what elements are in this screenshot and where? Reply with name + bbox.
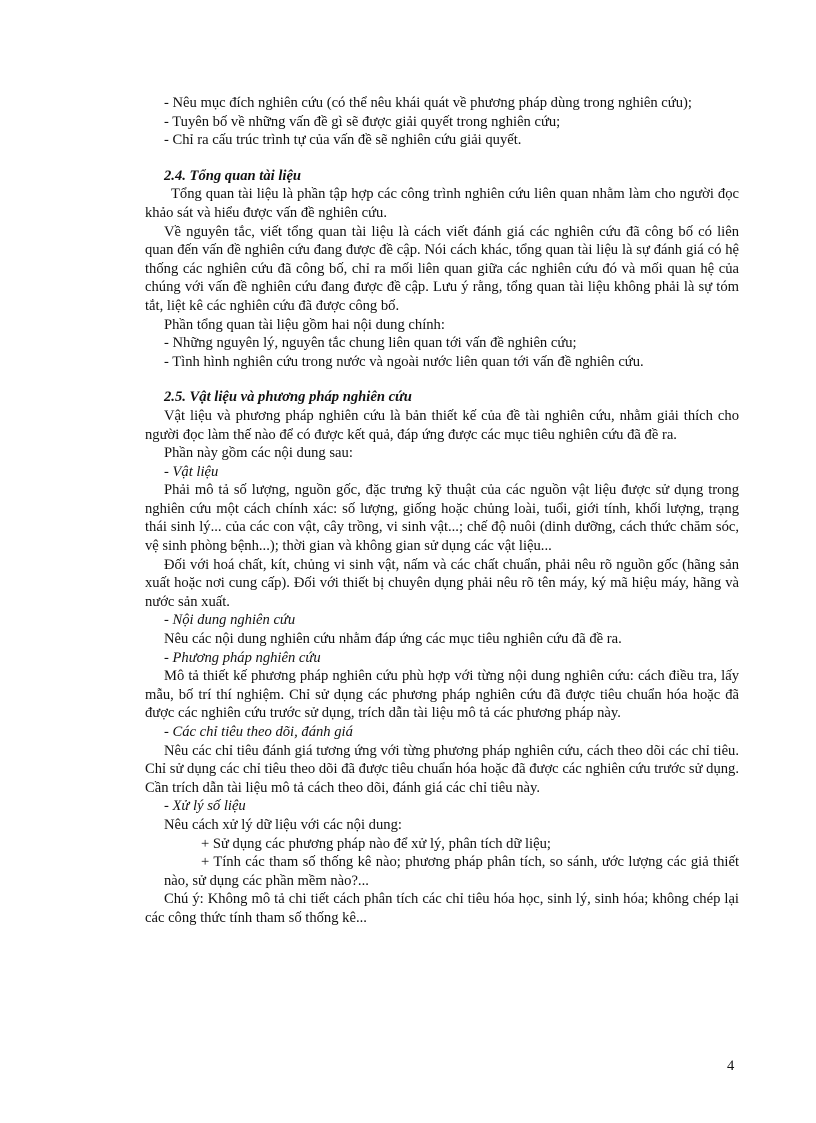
intro-bullet-structure: - Chỉ ra cấu trúc trình tự của vấn đề sẽ nghiên cứu giải quyết. bbox=[164, 132, 522, 149]
paragraph: Tổng quan tài liệu là phần tập hợp các công trình nghiên cứu liên quan nhằm làm cho người đọc khảo sát và hiểu được vấn đề nghiên cứu. bbox=[145, 186, 739, 221]
paragraph: Đối với hoá chất, kít, chủng vi sinh vật, nấm và các chất chuẩn, phải nêu rõ nguồn gốc (hãng sản xuất hoặc nơi cung cấp). Đối với thiết bị chuyên dụng phải nêu rõ tên máy, ký mã hiệu máy, hãng và nước sản xuất. bbox=[145, 556, 739, 610]
list-item: - Những nguyên lý, nguyên tắc chung liên quan tới vấn đề nghiên cứu; bbox=[164, 335, 577, 352]
paragraph: Nêu các nội dung nghiên cứu nhằm đáp ứng các mục tiêu nghiên cứu đã đề ra. bbox=[164, 631, 622, 648]
section-heading-2-5: 2.5. Vật liệu và phương pháp nghiên cứu bbox=[164, 389, 412, 406]
note-paragraph: Chú ý: Không mô tả chi tiết cách phân tích các chỉ tiêu hóa học, sinh lý, sinh hóa; không chép lại các công thức tính tham số thống kê... bbox=[145, 891, 739, 926]
intro-bullet-purpose: - Nêu mục đích nghiên cứu (có thể nêu khái quát về phương pháp dùng trong nghiên cứu); bbox=[164, 95, 692, 111]
subheading-data-processing: - Xử lý số liệu bbox=[164, 798, 246, 815]
spacer bbox=[145, 371, 739, 388]
paragraph: Nêu cách xử lý dữ liệu với các nội dung: bbox=[164, 816, 402, 833]
subheading-method: - Phương pháp nghiên cứu bbox=[164, 649, 321, 666]
list-item: - Tình hình nghiên cứu trong nước và ngoài nước liên quan tới vấn đề nghiên cứu. bbox=[164, 353, 644, 370]
subheading-indicators: - Các chỉ tiêu theo dõi, đánh giá bbox=[164, 724, 353, 740]
paragraph: Phải mô tả số lượng, nguồn gốc, đặc trưng kỹ thuật của các nguồn vật liệu được sử dụng trong nghiên cứu một cách chính xác: số lượng, giống hoặc chủng loài, tuổi, giới tính, khối lượng, trạng thái sinh lý... của các con vật, cây trồng, vi sinh vật...; chế độ nuôi (dinh dưỡng, cách thức chăm sóc, vệ sinh phòng bệnh...); thời gian và không gian sử dụng các vật liệu... bbox=[145, 482, 739, 555]
page-number: 4 bbox=[727, 1058, 735, 1074]
paragraph: Nêu các chỉ tiêu đánh giá tương ứng với từng phương pháp nghiên cứu, cách theo dõi các chỉ tiêu. Chỉ sử dụng các chỉ tiêu theo dõi đã được tiêu chuẩn hóa hoặc đã được các nghiên cứu trước sử dụng. Cần trích dẫn tài liệu mô tả cách theo dõi, đánh giá các chỉ tiêu này. bbox=[145, 742, 739, 796]
intro-bullet-issues: - Tuyên bố về những vấn đề gì sẽ được giải quyết trong nghiên cứu; bbox=[164, 113, 561, 130]
spacer bbox=[145, 150, 739, 167]
list-item: + Sử dụng các phương pháp nào để xử lý, phân tích dữ liệu; bbox=[201, 835, 551, 852]
paragraph: Phần này gồm các nội dung sau: bbox=[164, 445, 353, 462]
subheading-content: - Nội dung nghiên cứu bbox=[164, 612, 296, 629]
section-heading-2-4: 2.4. Tổng quan tài liệu bbox=[164, 167, 302, 184]
subheading-materials: - Vật liệu bbox=[164, 463, 219, 480]
list-item: + Tính các tham số thống kê nào; phương pháp phân tích, so sánh, ước lượng các giả thiết nào, sử dụng các phần mềm nào?... bbox=[164, 854, 739, 889]
paragraph: Về nguyên tắc, viết tổng quan tài liệu là cách viết đánh giá các nghiên cứu đã công bố có liên quan đến vấn đề nghiên cứu đang được đề cập. Nói cách khác, tổng quan tài liệu là sự đánh giá có hệ thống các nghiên cứu đã công bố, chỉ ra mối liên quan giữa các nghiên cứu đó và mối quan hệ của chúng với vấn đề nghiên cứu đang được đề cập. Lưu ý rằng, tổng quan tài liệu không phải là sự tóm tắt, liệt kê các nghiên cứu đã được công bố. bbox=[145, 223, 739, 314]
paragraph: Phần tổng quan tài liệu gồm hai nội dung chính: bbox=[164, 316, 445, 333]
paragraph: Vật liệu và phương pháp nghiên cứu là bản thiết kế của đề tài nghiên cứu, nhằm giải thích cho người đọc làm thế nào để có được kết quả, đáp ứng được các mục tiêu nghiên cứu đã đề ra. bbox=[145, 407, 739, 443]
paragraph: Mô tả thiết kế phương pháp nghiên cứu phù hợp với từng nội dung nghiên cứu: cách điều tra, lấy mẫu, bố trí thí nghiệm. Chỉ sử dụng các phương pháp nghiên cứu đã được tiêu chuẩn hóa hoặc đã được các nghiên cứu trước sử dụng, trích dẫn tài liệu mô tả các phương pháp này. bbox=[145, 668, 739, 722]
document-page bbox=[145, 94, 739, 928]
